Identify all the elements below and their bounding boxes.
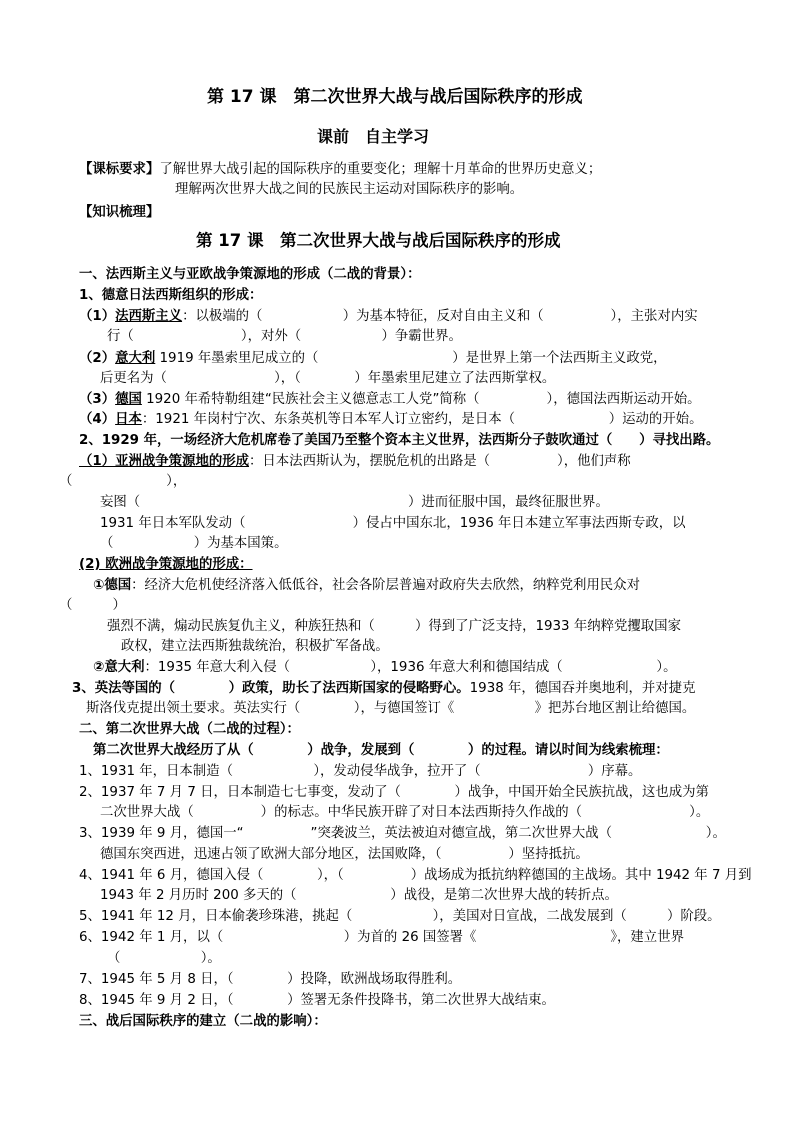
europe-italy-line (93, 659, 676, 677)
event-1945-may: 7、1945 年 5 月 8 日，（ ）投降，欧洲战场取得胜利。 (79, 972, 462, 987)
item-number: （2） (79, 351, 116, 366)
event-1937-cont: 二次世界大战（ ）的标志。中华民族开辟了对日本法西斯持久作战的（ ）。 (100, 805, 710, 820)
term-japan: 日本 (115, 412, 142, 427)
event-1939: 3、1939 年 9 月，德国一“ ”突袭波兰，英法被迫对德宣战，第二次世界大战（ ）。 (79, 826, 726, 841)
asia-source-heading: （1）亚洲战争策源地的形成 (79, 454, 250, 469)
europe-italy-label: ②意大利 (93, 660, 145, 675)
asia-source-cont-3: 1931 年日本军队发动（ ）侵占中国东北，1936 年日本建立军事法西斯专政，以 (100, 516, 686, 531)
event-1941-june: 4、1941 年 6 月，德国入侵（ ），（ ）战场成为抵抗纳粹德国的主战场。其中 1942 年 7 月到 (79, 868, 752, 883)
europe-germany-line (93, 577, 640, 595)
europe-source-heading: (2) 欧洲战争策源地的形成： (79, 557, 253, 572)
knowledge-label: 【知识梳理】 (79, 205, 160, 220)
item-number: （1） (79, 309, 116, 324)
appeasement-heading: 3、英法等国的（ ）政策，助长了法西斯国家的侵略野心。 (72, 681, 470, 696)
term-fascism: 法西斯主义 (115, 309, 183, 324)
item-number: （4） (79, 412, 116, 427)
part1-sub2-heading: 2、1929 年，一场经济大危机席卷了美国乃至整个资本主义世界，法西斯分子鼓吹通过（ ）寻找出路。 (79, 433, 720, 448)
item-text: ：以极端的（ ）为基本特征，反对自由主义和（ ），主张对内实 (182, 309, 698, 324)
part3-heading: 三、战后国际秩序的建立（二战的影响）： (79, 1014, 327, 1029)
europe-germany-cont-2: 强烈不满，煽动民族复仇主义，种族狂热和（ ）得到了广泛支持，1933 年纳粹党攫取国家 (107, 619, 681, 634)
event-1941-dec: 5、1941 年 12 月，日本偷袭珍珠港，挑起（ ），美国对日宣战，二战发展到（ ）阶段。 (79, 909, 721, 924)
event-1931: 1、1931 年，日本制造（ ），发动侵华战争，拉开了（ ）序幕。 (79, 764, 642, 779)
part1-heading: 一、法西斯主义与亚欧战争策源地的形成（二战的背景）： (79, 267, 421, 282)
asia-source-cont-4: （ ）为基本国策。 (100, 536, 288, 551)
item-fascism (79, 308, 698, 326)
europe-germany-cont-1: （ ） (59, 598, 126, 613)
asia-source-cont-2: 妄图（ ）进而征服中国，最终征服世界。 (100, 495, 609, 510)
asia-source-text: ：日本法西斯认为，摆脱危机的出路是（ ），他们声称 (249, 454, 631, 469)
appeasement-text: 1938 年，德国吞并奥地利，并对捷克 (469, 681, 696, 696)
asia-source-cont-1: （ ）， (59, 474, 187, 489)
requirements-line-1 (79, 161, 601, 179)
europe-germany-cont-3: 政权，建立法西斯独裁统治，积极扩军备战。 (121, 639, 389, 654)
item-fascism-cont: 行（ ），对外（ ）争霸世界。 (107, 329, 462, 344)
europe-italy-text: ：1935 年意大利入侵（ ），1936 年意大利和德国结成（ ）。 (144, 660, 677, 675)
section-title: 第 17 课 第二次世界大战与战后国际秩序的形成 (196, 231, 561, 250)
item-text: 1919 年墨索里尼成立的（ ）是世界上第一个法西斯主义政党， (155, 351, 667, 366)
event-1939-cont: 德国东突西进，迅速占领了欧洲大部分地区，法国败降，（ ）坚持抵抗。 (100, 847, 589, 862)
item-japan (79, 411, 702, 429)
item-germany (79, 391, 701, 409)
europe-germany-text: ：经济大危机使经济落入低低谷，社会各阶层普遍对政府失去欣然，纳粹党利用民众对 (131, 578, 640, 593)
item-number: （3） (79, 392, 116, 407)
part1-sub3-line (72, 680, 695, 698)
page-subtitle: 课前 自主学习 (317, 127, 430, 146)
event-1941-june-cont: 1943 年 2 月历时 200 多天的（ ）战役，是第二次世界大战的转折点。 (100, 888, 618, 903)
event-1945-sep: 8、1945 年 9 月 2 日，（ ）签署无条件投降书，第二次世界大战结束。 (79, 993, 555, 1008)
part1-sub3-cont: 斯洛伐克提出领土要求。英法实行（ ），与德国签订《 》把苏台地区割让给德国。 (86, 701, 696, 716)
requirements-label: 【课标要求】 (79, 162, 160, 177)
requirements-text-1: 了解世界大战引起的国际秩序的重要变化；理解十月革命的世界历史意义； (159, 162, 602, 177)
event-1937: 2、1937 年 7 月 7 日，日本制造七七事变，发动了（ ）战争，中国开始全民族抗战，这也成为第 (79, 785, 709, 800)
event-1942: 6、1942 年 1 月，以（ ）为首的 26 国签署《 》，建立世界 (79, 930, 684, 945)
part2-heading: 二、第二次世界大战（二战的过程）： (79, 722, 300, 737)
part1-sub1-heading: 1、德意日法西斯组织的形成： (79, 288, 263, 303)
item-italy-cont: 后更名为（ ），（ ）年墨索里尼建立了法西斯掌权。 (100, 371, 556, 386)
asia-source-line (79, 453, 631, 471)
term-italy: 意大利 (115, 351, 156, 366)
item-text: 1920 年希特勒组建“民族社会主义德意志工人党”简称（ ），德国法西斯运动开始。 (141, 392, 701, 407)
part2-intro: 第二次世界大战经历了从（ ）战争，发展到（ ）的过程。请以时间为线索梳理： (93, 743, 669, 758)
event-1942-cont: （ ）。 (107, 951, 221, 966)
term-germany: 德国 (115, 392, 142, 407)
lesson-title: 第 17 课 第二次世界大战与战后国际秩序的形成 (207, 87, 583, 107)
item-italy (79, 350, 667, 368)
item-text: ：1921 年岗村宁次、东条英机等日本军人订立密约，是日本（ ）运动的开始。 (141, 412, 703, 427)
requirements-text-2: 理解两次世界大战之间的民族民主运动对国际秩序的影响。 (175, 182, 524, 197)
europe-germany-label: ①德国 (93, 578, 132, 593)
